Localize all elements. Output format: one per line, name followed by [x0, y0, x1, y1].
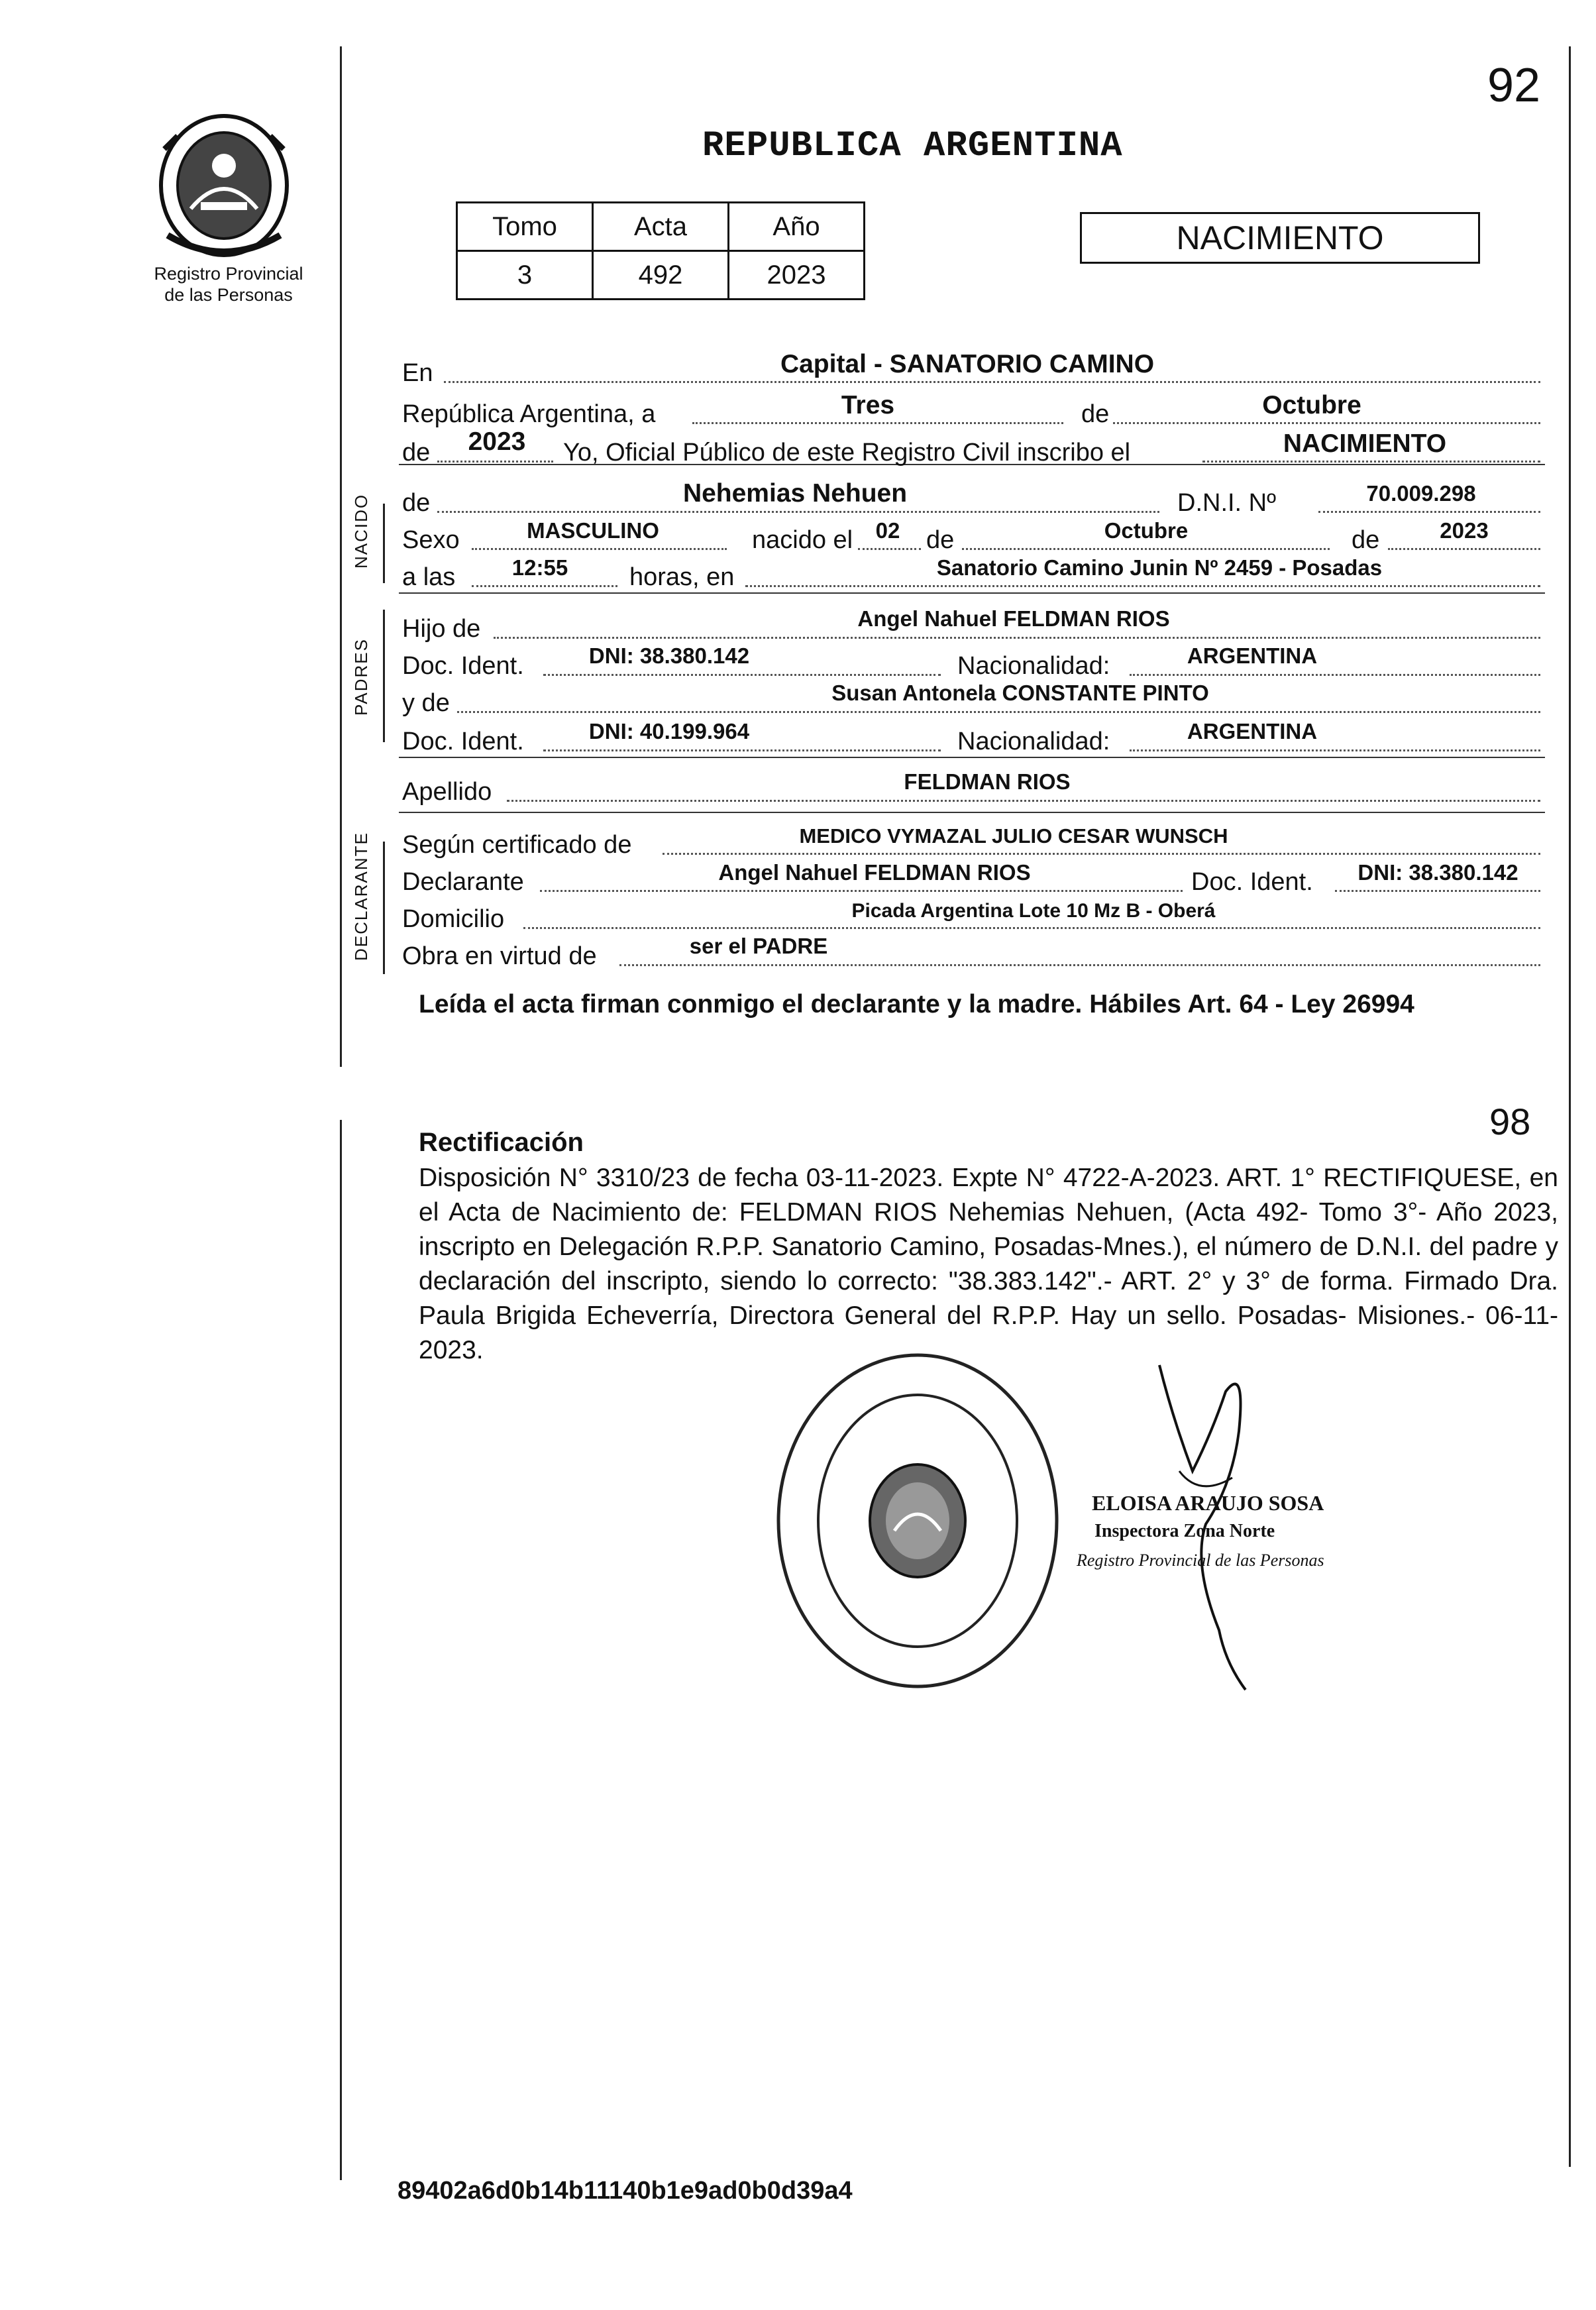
value-anio: 2023 [468, 427, 526, 456]
value-declarante-doc: DNI: 38.380.142 [1357, 860, 1518, 885]
label-doc-ident-madre: Doc. Ident. [402, 728, 524, 755]
label-a-las: a las [402, 563, 456, 591]
hash-code: 89402a6d0b14b11140b1e9ad0b0d39a4 [398, 2177, 853, 2205]
label-de-anio2: de [1352, 526, 1380, 554]
dots-obra [619, 964, 1540, 966]
value-acto: NACIMIENTO [1283, 429, 1447, 458]
label-declarante: Declarante [402, 868, 524, 896]
secondary-page-number: 98 [1489, 1101, 1531, 1142]
value-sexo: MASCULINO [527, 518, 659, 543]
province-logo [151, 109, 297, 262]
page-number: 92 [1487, 59, 1541, 112]
section-separator-apellido-end [399, 812, 1545, 813]
dots-hora [472, 585, 617, 587]
table-value-anio: 2023 [729, 251, 865, 300]
dots-padre-doc [543, 674, 941, 676]
value-dni: 70.009.298 [1366, 481, 1476, 506]
value-lugar-nac: Sanatorio Camino Junin Nº 2459 - Posadas [936, 555, 1383, 580]
table-value-acta: 492 [593, 251, 729, 300]
label-doc-ident-declarante: Doc. Ident. [1191, 868, 1313, 896]
rectificacion-title: Rectificación [419, 1128, 584, 1157]
label-domicilio: Domicilio [402, 905, 505, 933]
side-bar-declarante [383, 842, 385, 974]
value-mes-nac: Octubre [1104, 518, 1189, 543]
label-de-anio: de [402, 439, 431, 467]
dots-mes-nac [962, 548, 1330, 550]
dots-madre-nac [1130, 749, 1540, 751]
dots-domicilio [523, 927, 1540, 929]
value-padre-nac: ARGENTINA [1187, 643, 1318, 668]
value-madre-nac: ARGENTINA [1187, 719, 1318, 743]
label-nacido-el: nacido el [752, 526, 853, 554]
left-margin-line-lower [340, 1120, 342, 2180]
left-margin-line [340, 46, 342, 1067]
label-nacionalidad-madre: Nacionalidad: [957, 728, 1110, 755]
registry-name-line2: de las Personas [164, 285, 293, 305]
side-bar-nacido [383, 504, 385, 583]
section-separator-apellido [399, 757, 1545, 758]
dots-madre-doc [543, 749, 941, 751]
dots-padre-nac [1130, 674, 1540, 676]
acta-table [456, 201, 865, 300]
dots-apellido [507, 800, 1540, 802]
value-certificado: MEDICO VYMAZAL JULIO CESAR WUNSCH [799, 824, 1228, 848]
value-mes: Octubre [1262, 391, 1361, 419]
country-title: REPUBLICA ARGENTINA [702, 126, 1123, 166]
dots-declarante-doc [1335, 890, 1540, 892]
value-dia-nac: 02 [875, 518, 900, 543]
side-bar-padres [383, 610, 385, 742]
label-apellido: Apellido [402, 778, 492, 806]
value-obra: ser el PADRE [689, 934, 828, 958]
table-header-anio: Año [729, 203, 865, 251]
dots-anio-nac [1388, 548, 1540, 550]
label-doc-ident-padre: Doc. Ident. [402, 652, 524, 680]
dots-padre [494, 637, 1540, 639]
rectificacion-body: Disposición N° 3310/23 de fecha 03-11-2023. Expte N° 4722-A-2023. ART. 1° RECTIFIQUESE, en el Acta de Nacimiento de: FELDMAN RIOS Nehemias Nehuen, (Acta 492- Tomo 3°- Año 2023, inscripto en Delegación R.P.P. Sanatorio Camino, Posadas-Mnes.), el número de D.N.I. del padre y declaración del inscripto, siendo lo correcto: "38.383.142".- ART. 2° y 3° de forma. Firmado Dra. Paula Brigida Echeverría, Directora General del R.P.P. Hay un sello. Posadas- Misiones.- 06-11-2023. [419, 1164, 1558, 1364]
label-y-de: y de [402, 689, 450, 717]
side-label-declarante: DECLARANTE [351, 832, 371, 961]
value-anio-nac: 2023 [1440, 518, 1489, 543]
label-segun-cert: Según certificado de [402, 831, 632, 859]
label-dni: D.N.I. Nº [1177, 489, 1276, 517]
dots-en [444, 381, 1540, 383]
dots-acto [1202, 461, 1540, 463]
label-de-nombre: de [402, 489, 431, 517]
signature-title2: Registro Provincial de las Personas [1077, 1551, 1324, 1570]
value-dia: Tres [841, 391, 895, 419]
table-value-tomo: 3 [457, 251, 593, 300]
dots-sexo [472, 548, 727, 550]
value-padre: Angel Nahuel FELDMAN RIOS [857, 606, 1170, 631]
value-madre-doc: DNI: 40.199.964 [588, 719, 750, 743]
label-nacionalidad-padre: Nacionalidad: [957, 652, 1110, 680]
label-en: En [402, 359, 433, 387]
table-header-acta: Acta [593, 203, 729, 251]
dots-dia-nac [858, 548, 921, 550]
label-de-dia: de [926, 526, 955, 554]
label-yo-oficial: Yo, Oficial Público de este Registro Civil inscribo el [563, 439, 1131, 467]
dots-mes [1113, 422, 1540, 424]
section-separator-padres [399, 592, 1545, 594]
value-madre: Susan Antonela CONSTANTE PINTO [831, 681, 1209, 705]
label-hijo-de: Hijo de [402, 615, 481, 643]
value-declarante: Angel Nahuel FELDMAN RIOS [718, 860, 1031, 885]
registry-name-line1: Registro Provincial [154, 264, 303, 284]
side-label-nacido: NACIDO [351, 493, 371, 569]
value-lugar: Capital - SANATORIO CAMINO [780, 350, 1155, 378]
official-stamp [769, 1345, 1067, 1696]
doc-type-box: NACIMIENTO [1080, 212, 1480, 264]
table-header-tomo: Tomo [457, 203, 593, 251]
dots-dia [692, 422, 1063, 424]
dots-madre [457, 711, 1540, 713]
label-de-mes: de [1081, 400, 1110, 428]
value-padre-doc: DNI: 38.380.142 [588, 643, 750, 668]
right-margin-line [1569, 46, 1571, 2167]
label-republica: República Argentina, a [402, 400, 656, 428]
dots-lugar-nac [745, 585, 1540, 587]
value-domicilio: Picada Argentina Lote 10 Mz B - Oberá [851, 900, 1216, 922]
closing-note: Leída el acta firman conmigo el declarante y la madre. Hábiles Art. 64 - Ley 26994 [419, 990, 1414, 1018]
label-horas-en: horas, en [629, 563, 735, 591]
dots-certificado [663, 853, 1540, 855]
value-nombre: Nehemias Nehuen [682, 479, 908, 508]
dots-declarante [540, 890, 1183, 892]
side-label-padres: PADRES [351, 638, 371, 716]
signature-name: ELOISA ARAUJO SOSA [1092, 1491, 1324, 1515]
value-hora: 12:55 [511, 555, 568, 580]
label-obra: Obra en virtud de [402, 942, 597, 970]
dots-anio [437, 461, 553, 463]
value-apellido: FELDMAN RIOS [904, 769, 1071, 794]
dots-dni [1318, 511, 1540, 513]
dots-nombre [437, 511, 1159, 513]
signature-title1: Inspectora Zona Norte [1094, 1521, 1275, 1541]
label-sexo: Sexo [402, 526, 460, 554]
